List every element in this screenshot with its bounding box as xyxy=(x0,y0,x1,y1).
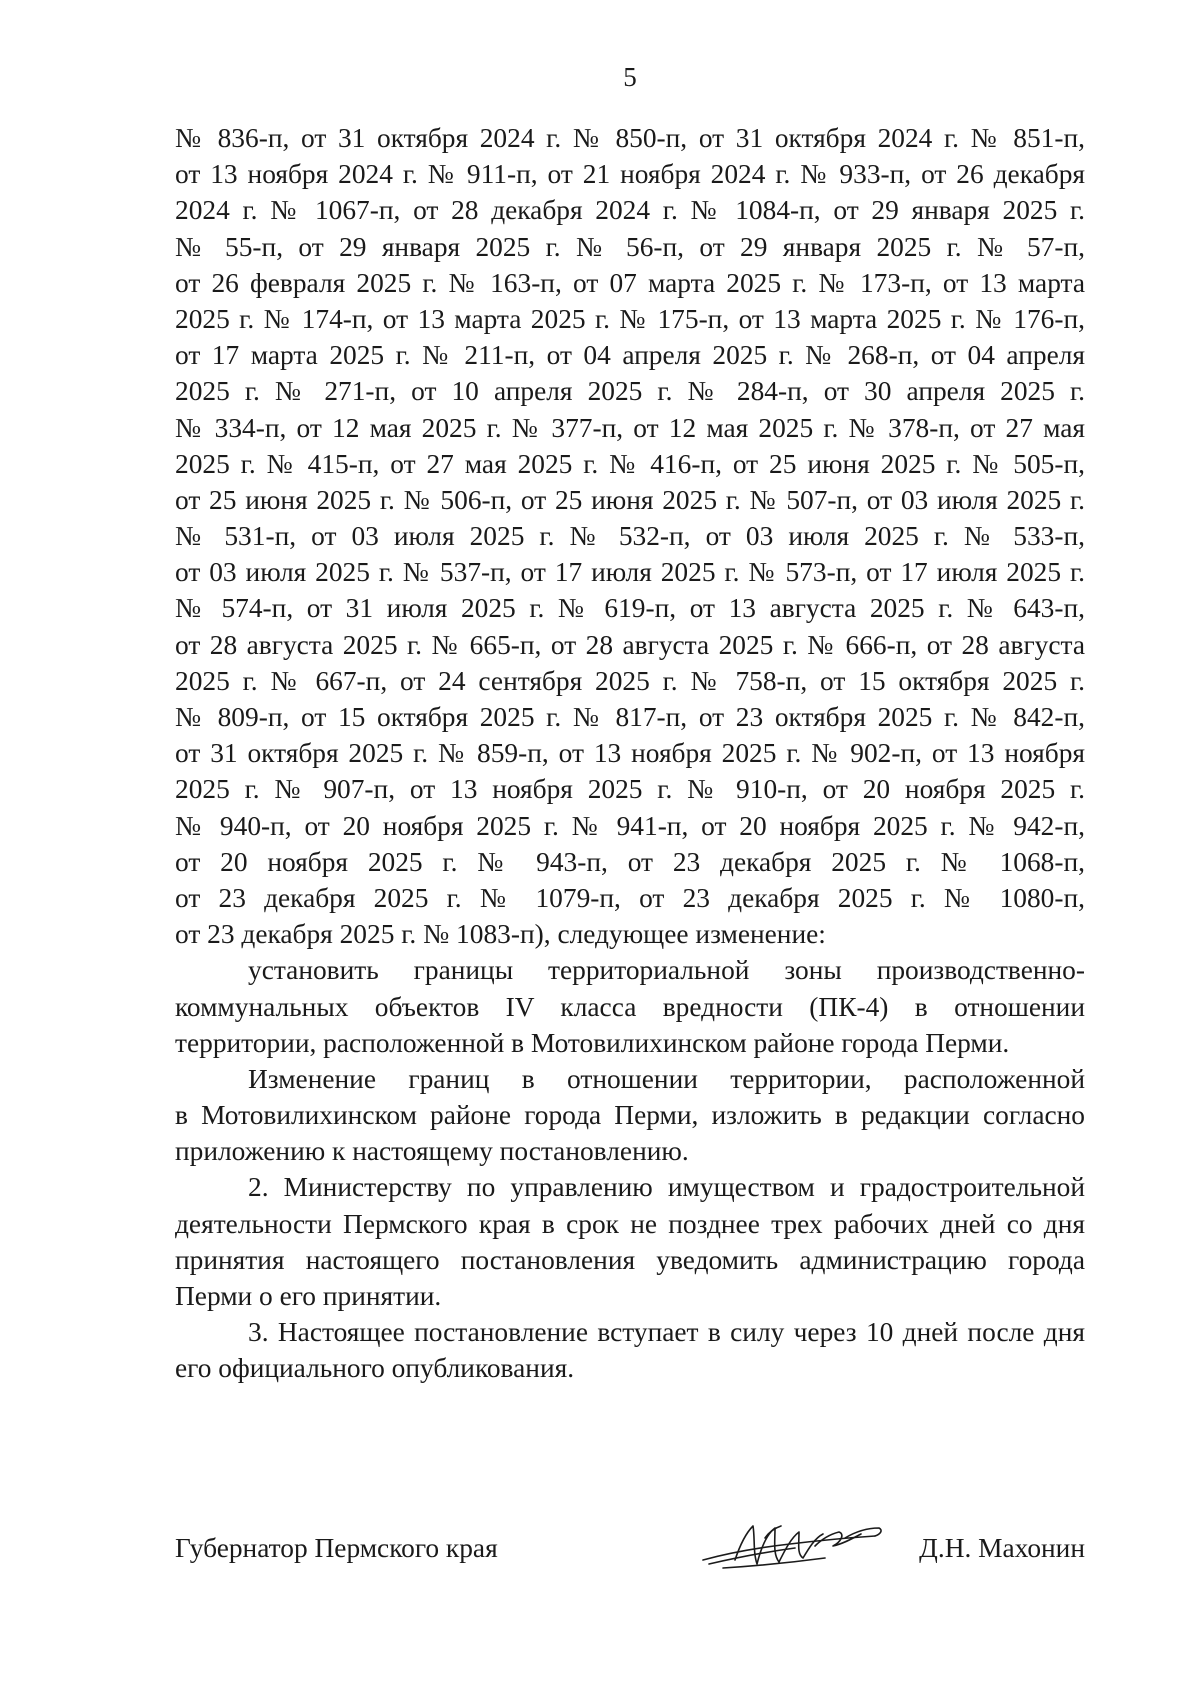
text-line: 3. Настоящее постановление вступает в силу через 10 дней после дня xyxy=(248,1317,1085,1348)
text-line: от 31 октября 2025 г. № 859-п, от 13 ноября 2025 г. № 902-п, от 13 ноября xyxy=(175,738,1085,769)
text-line: в Мотовилихинском районе города Перми, изложить в редакции согласно xyxy=(175,1100,1085,1131)
text-line: его официального опубликования. xyxy=(175,1353,575,1384)
text-line: от 23 декабря 2025 г. № 1083-п), следующее изменение: xyxy=(175,919,826,950)
paragraph xyxy=(175,1061,1085,1170)
signatory-title: Губернатор Пермского края xyxy=(175,1533,498,1563)
text-line: № 55-п, от 29 января 2025 г. № 56-п, от 29 января 2025 г. № 57-п, xyxy=(175,231,1085,262)
page-number: 5 xyxy=(623,62,637,92)
text-line: от 17 марта 2025 г. № 211-п, от 04 апреля 2025 г. № 268-п, от 04 апреля xyxy=(175,340,1085,371)
paragraph xyxy=(175,120,1085,952)
text-line: № 574-п, от 31 июля 2025 г. № 619-п, от 13 августа 2025 г. № 643-п, xyxy=(175,593,1085,624)
text-line: коммунальных объектов IV класса вредности (ПК-4) в отношении xyxy=(175,991,1085,1022)
text-line: 2025 г. № 174-п, от 13 марта 2025 г. № 175-п, от 13 марта 2025 г. № 176-п, xyxy=(175,303,1085,334)
text-line: от 20 ноября 2025 г. № 943-п, от 23 декабря 2025 г. № 1068-п, xyxy=(175,846,1085,877)
text-line: приложению к настоящему постановлению. xyxy=(175,1136,689,1167)
text-line: от 03 июля 2025 г. № 537-п, от 17 июля 2025 г. № 573-п, от 17 июля 2025 г. xyxy=(175,557,1085,588)
text-line: принятия настоящего постановления уведомить администрацию города xyxy=(175,1244,1085,1275)
text-line: 2025 г. № 667-п, от 24 сентября 2025 г. № 758-п, от 15 октября 2025 г. xyxy=(175,665,1085,696)
paragraph xyxy=(175,1314,1085,1386)
text-line: территории, расположенной в Мотовилихинском районе города Перми. xyxy=(175,1027,1010,1058)
text-line: 2025 г. № 271-п, от 10 апреля 2025 г. № 284-п, от 30 апреля 2025 г. xyxy=(175,376,1085,407)
text-line: Изменение границ в отношении территории, расположенной xyxy=(248,1063,1085,1094)
paragraph xyxy=(175,952,1085,1061)
document-body xyxy=(175,120,1085,1387)
text-line: 2025 г. № 907-п, от 13 ноября 2025 г. № 910-п, от 20 ноября 2025 г. xyxy=(175,774,1085,805)
text-line: № 940-п, от 20 ноября 2025 г. № 941-п, от 20 ноября 2025 г. № 942-п, xyxy=(175,810,1085,841)
text-line: от 26 февраля 2025 г. № 163-п, от 07 марта 2025 г. № 173-п, от 13 марта xyxy=(175,267,1085,298)
text-line: установить границы территориальной зоны производственно- xyxy=(248,955,1085,986)
paragraph xyxy=(175,1169,1085,1314)
text-line: № 531-п, от 03 июля 2025 г. № 532-п, от 03 июля 2025 г. № 533-п, xyxy=(175,521,1085,552)
text-line: от 28 августа 2025 г. № 665-п, от 28 августа 2025 г. № 666-п, от 28 августа xyxy=(175,629,1085,660)
text-line: 2025 г. № 415-п, от 27 мая 2025 г. № 416-п, от 25 июня 2025 г. № 505-п, xyxy=(175,448,1085,479)
text-line: Перми о его принятии. xyxy=(175,1281,442,1311)
text-line: от 13 ноября 2024 г. № 911-п, от 21 ноября 2024 г. № 933-п, от 26 декабря xyxy=(175,159,1085,190)
text-line: № 334-п, от 12 мая 2025 г. № 377-п, от 12 мая 2025 г. № 378-п, от 27 мая xyxy=(175,412,1085,443)
text-line: 2024 г. № 1067-п, от 28 декабря 2024 г. № 1084-п, от 29 января 2025 г. xyxy=(175,195,1085,226)
signatory-name: Д.Н. Махонин xyxy=(919,1533,1085,1563)
text-line: 2. Министерству по управлению имуществом и градостроительной xyxy=(248,1172,1085,1203)
text-line: от 23 декабря 2025 г. № 1079-п, от 23 декабря 2025 г. № 1080-п, xyxy=(175,882,1085,913)
signature-block xyxy=(175,1530,1085,1570)
text-line: деятельности Пермского края в срок не позднее трех рабочих дней со дня xyxy=(175,1208,1085,1239)
handwritten-signature xyxy=(695,1508,895,1580)
text-line: № 836-п, от 31 октября 2024 г. № 850-п, от 31 октября 2024 г. № 851-п, xyxy=(175,123,1085,153)
text-line: от 25 июня 2025 г. № 506-п, от 25 июня 2025 г. № 507-п, от 03 июля 2025 г. xyxy=(175,484,1085,515)
text-line: № 809-п, от 15 октября 2025 г. № 817-п, от 23 октября 2025 г. № 842-п, xyxy=(175,702,1085,732)
